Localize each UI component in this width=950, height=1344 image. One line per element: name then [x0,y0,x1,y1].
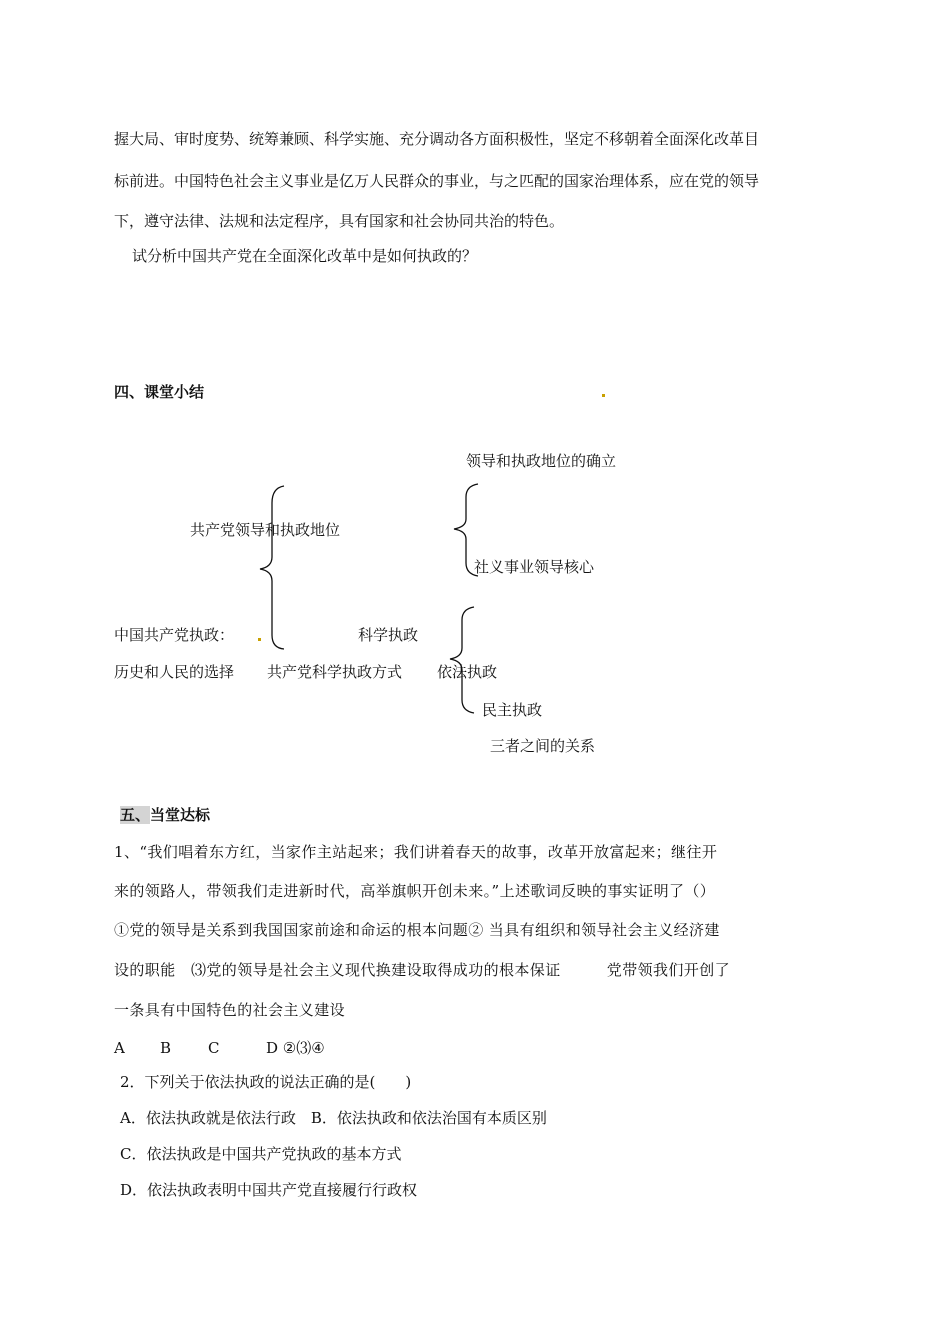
q1-option-b: B [160,1039,172,1057]
q2-option-ab: A．依法执政就是依法行政 B．依法执政和依法治国有本质区别 [120,1109,547,1127]
q2-option-d: D．依法执政表明中国共产党直接履行行政权 [120,1181,418,1199]
section-5-title-text: 当堂达标 [150,806,211,824]
q1-option-d: D ②⑶④ [266,1039,325,1057]
decorative-dot [602,394,605,397]
section-5-number: 五、 [120,806,151,824]
mindmap-branch2-sub3: 民主执政 [482,701,543,719]
mindmap-root-line-2: 历史和人民的选择 [114,663,235,681]
q1-option-a: A [114,1039,125,1057]
intro-line-2: 标前进。中国特色社会主义事业是亿万人民群众的事业，与之匹配的国家治理体系，应在党的领导 [114,172,760,190]
q2-option-c: C．依法执政是中国共产党执政的基本方式 [120,1145,402,1163]
section-4-title: 四、课堂小结 [114,383,205,401]
mindmap-branch2-sub1: 科学执政 [358,626,419,644]
mindmap-branch1-sub2: 社义事业领导核心 [474,558,595,576]
q1-line-4: 设的职能 ⑶党的领导是社会主义现代换建设取得成功的根本保证 党带领我们开创了 [114,961,731,979]
q1-option-c: C [208,1039,220,1057]
mindmap-branch1: 共产党领导和执政地位 [190,521,341,539]
question: 试分析中国共产党在全面深化改革中是如何执政的？ [132,247,478,265]
mindmap-branch1-sub1: 领导和执政地位的确立 [466,452,617,470]
q2-stem: 2．下列关于依法执政的说法正确的是( ) [120,1073,412,1091]
intro-line-1: 握大局、审时度势、统筹兼顾、科学实施、充分调动各方面积极性，坚定不移朝着全面深化改革目 [114,130,760,148]
q1-line-2: 来的领路人，带领我们走进新时代，高举旗帜开创未来。”上述歌词反映的事实证明了（） [114,882,716,900]
intro-line-3: 下，遵守法律、法规和法定程序，具有国家和社会协同共治的特色。 [114,212,565,230]
q1-line-5: 一条具有中国特色的社会主义建设 [114,1001,346,1019]
q1-line-3: ①党的领导是关系到我国国家前途和命运的根本问题② 当具有组织和领导社会主义经济建 [114,921,720,939]
mindmap-branch2: 共产党科学执政方式 [267,663,403,681]
mindmap-branch2-sub4: 三者之间的关系 [490,737,596,755]
brace-main [256,485,286,650]
brace-branch1 [450,483,480,578]
decorative-dot [258,638,261,641]
mindmap-root-line-1: 中国共产党执政： [114,626,235,644]
q1-line-1: 1、“我们唱着东方红，当家作主站起来；我们讲着春天的故事，改革开放富起来；继往开 [114,843,718,861]
mindmap-branch2-sub2: 依法执政 [437,663,498,681]
brace-branch2 [446,606,476,714]
section-5-title [120,806,210,824]
